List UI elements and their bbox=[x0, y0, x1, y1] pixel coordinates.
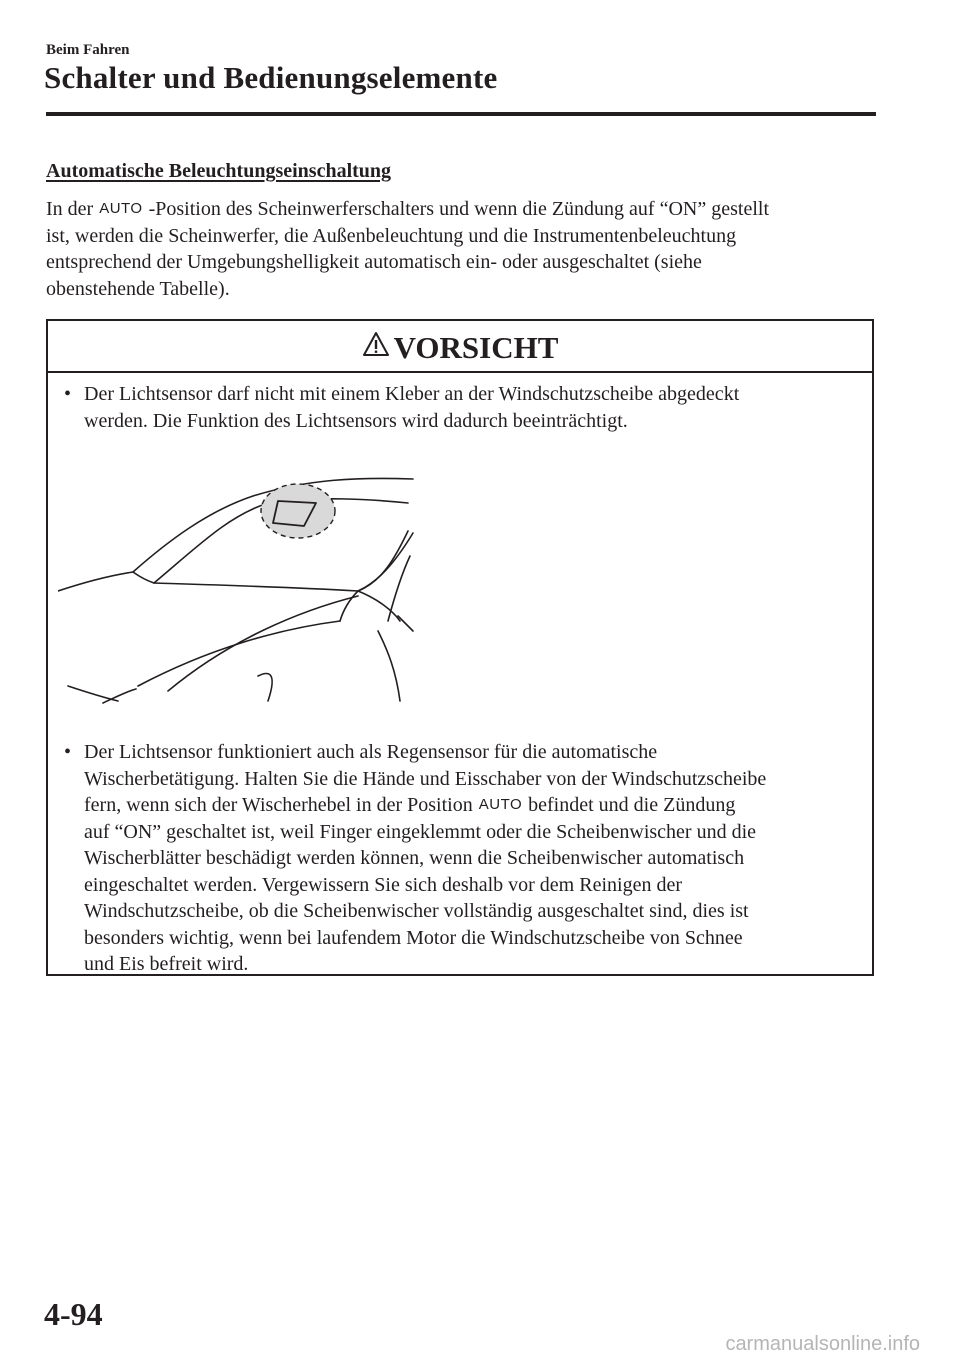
section-label: Beim Fahren bbox=[46, 42, 130, 58]
bullet-item bbox=[64, 381, 864, 441]
bullet-symbol: • bbox=[64, 383, 72, 405]
bullet-line: Der Lichtsensor funktioniert auch als Regensensor für die automatische bbox=[84, 741, 658, 763]
bullet-text-fragment: befindet und die Zündung bbox=[528, 794, 736, 816]
caution-heading bbox=[48, 330, 872, 366]
bullet-text bbox=[84, 739, 766, 978]
bullet-line: Wischerblätter beschädigt werden können, wenn die Scheibenwischer automatisch bbox=[84, 847, 745, 869]
bullet-line: auf “ON” geschaltet ist, weil Finger eingeklemmt oder die Scheibenwischer und die bbox=[84, 820, 757, 843]
paragraph-line: entsprechend der Umgebungshelligkeit automatisch ein- oder ausgeschaltet (siehe bbox=[46, 251, 702, 273]
warning-triangle-icon bbox=[362, 331, 390, 357]
title-divider bbox=[46, 112, 876, 116]
paragraph-line bbox=[46, 196, 886, 223]
auto-icon: AUTO bbox=[478, 796, 523, 813]
paragraph-text: In der bbox=[46, 198, 94, 220]
caution-box bbox=[46, 319, 874, 976]
paragraph-line: obenstehende Tabelle). bbox=[46, 277, 230, 300]
paragraph-line: ist, werden die Scheinwerfer, die Außenbeleuchtung und die Instrumentenbeleuchtung bbox=[46, 224, 737, 247]
bullet-line bbox=[84, 792, 766, 819]
bullet-symbol: • bbox=[64, 741, 72, 763]
bullet-text bbox=[84, 381, 739, 434]
bullet-line: Windschutzscheibe, ob die Scheibenwischer vollständig ausgeschaltet sind, dies ist bbox=[84, 900, 749, 922]
page-title: Schalter und Bedienungselemente bbox=[44, 60, 498, 95]
caution-header bbox=[48, 321, 872, 373]
bullet-line: eingeschaltet werden. Vergewissern Sie sich deshalb vor dem Reinigen der bbox=[84, 873, 682, 896]
bullet-text-fragment: fern, wenn sich der Wischerhebel in der Position bbox=[84, 794, 473, 816]
bullet-item bbox=[64, 739, 864, 979]
intro-paragraph bbox=[46, 196, 886, 302]
page-number: 4-94 bbox=[44, 1296, 103, 1332]
bullet-line: und Eis befreit wird. bbox=[84, 953, 249, 975]
bullet-line: werden. Die Funktion des Lichtsensors wird dadurch beeinträchtigt. bbox=[84, 409, 628, 432]
watermark: carmanualsonline.info bbox=[725, 1333, 920, 1355]
bullet-line: besonders wichtig, wenn bei laufendem Motor die Windschutzscheibe von Schnee bbox=[84, 926, 743, 949]
caution-title-text: VORSICHT bbox=[393, 330, 559, 365]
subheading: Automatische Beleuchtungseinschaltung bbox=[46, 160, 392, 182]
auto-icon: AUTO bbox=[99, 200, 143, 217]
bullet-line: Wischerbetätigung. Halten Sie die Hände und Eisschaber von der Windschutzscheibe bbox=[84, 767, 767, 790]
windshield-light-sensor-illustration bbox=[58, 471, 428, 706]
paragraph-text: -Position des Scheinwerferschalters und wenn die Zündung auf “ON” gestellt bbox=[148, 198, 769, 220]
bullet-line: Der Lichtsensor darf nicht mit einem Kleber an der Windschutzscheibe abgedeckt bbox=[84, 383, 740, 405]
